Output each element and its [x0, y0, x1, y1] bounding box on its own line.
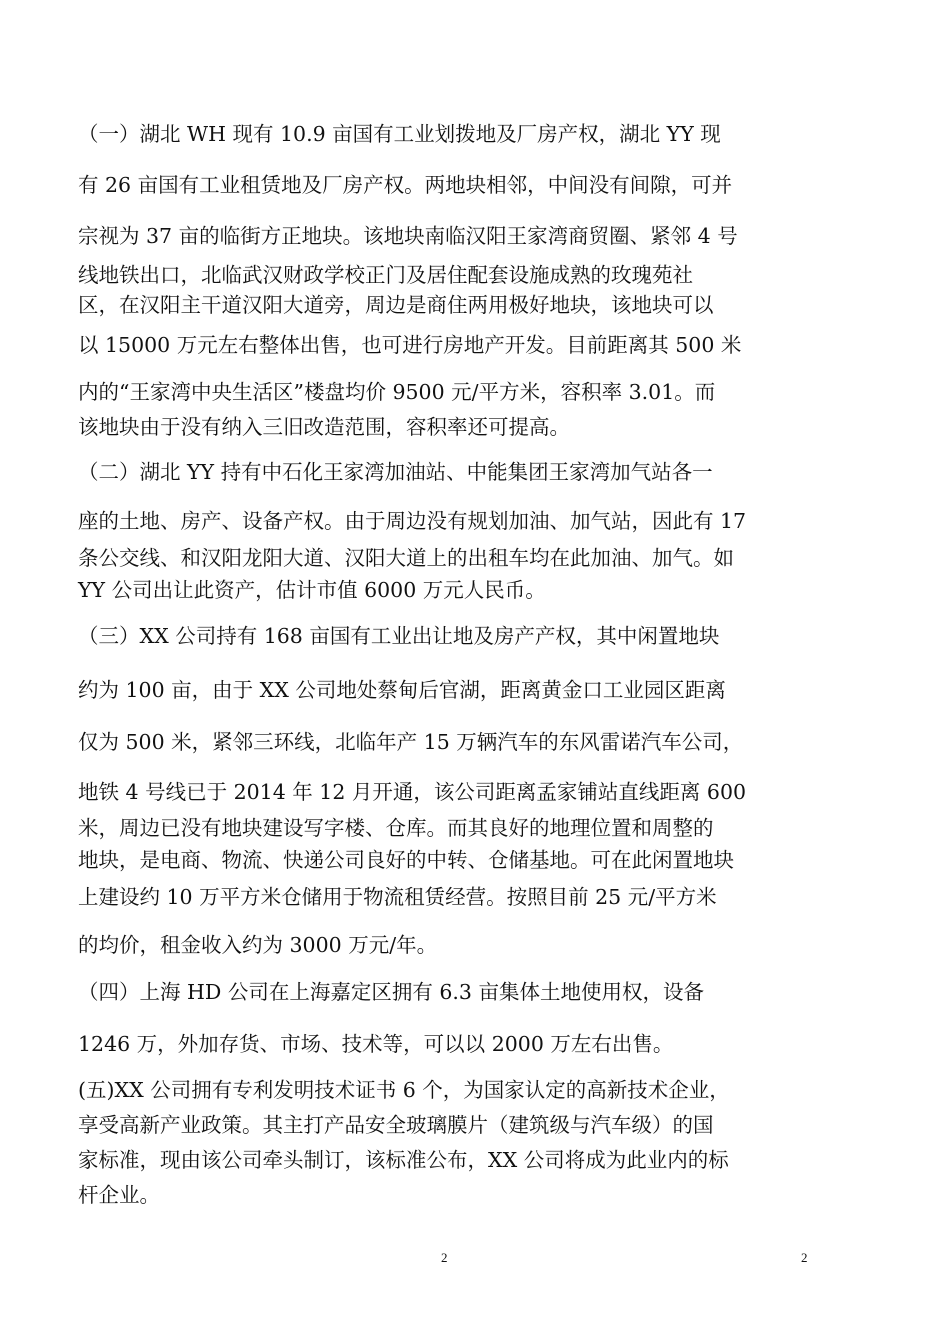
paragraph-3-line-2: 约为 100 亩，由于 XX 公司地处蔡甸后官湖，距离黄金口工业园区距离	[78, 678, 726, 702]
paragraph-2-line-2: 座的土地、房产、设备产权。由于周边没有规划加油、加气站，因此有 17	[78, 509, 747, 533]
paragraph-1-line-7: 内的“王家湾中央生活区”楼盘均价 9500 元/平方米，容积率 3.01。而	[78, 380, 716, 404]
paragraph-3-line-6: 地块，是电商、物流、快递公司良好的中转、仓储基地。可在此闲置地块	[78, 848, 734, 872]
paragraph-1-line-2: 有 26 亩国有工业租赁地及厂房产权。两地块相邻，中间没有间隙，可并	[78, 173, 733, 197]
paragraph-3-line-3: 仅为 500 米，紧邻三环线，北临年产 15 万辆汽车的东风雷诺汽车公司，	[78, 730, 744, 754]
paragraph-3-line-1: （三）XX 公司持有 168 亩国有工业出让地及房产产权，其中闲置地块	[78, 624, 720, 648]
page-number-right: 2	[801, 1250, 808, 1265]
paragraph-2-line-1: （二）湖北 YY 持有中石化王家湾加油站、中能集团王家湾加气站各一	[78, 460, 713, 484]
paragraph-1-line-6: 以 15000 万元左右整体出售，也可进行房地产开发。目前距离其 500 米	[78, 333, 742, 357]
paragraph-3-line-7: 上建设约 10 万平方米仓储用于物流租赁经营。按照目前 25 元/平方米	[78, 885, 717, 909]
paragraph-1-line-4: 线地铁出口，北临武汉财政学校正门及居住配套设施成熟的玫瑰苑社	[78, 263, 693, 287]
paragraph-2-line-3: 条公交线、和汉阳龙阳大道、汉阳大道上的出租车均在此加油、加气。如	[78, 546, 734, 570]
paragraph-5-line-2: 享受高新产业政策。其主打产品安全玻璃膜片（建筑级与汽车级）的国	[78, 1113, 714, 1137]
paragraph-3-line-8: 的均价，租金收入约为 3000 万元/年。	[78, 933, 438, 957]
paragraph-4-line-2: 1246 万，外加存货、市场、技术等，可以以 2000 万左右出售。	[78, 1032, 674, 1056]
paragraph-4-line-1: （四）上海 HD 公司在上海嘉定区拥有 6.3 亩集体土地使用权，设备	[78, 980, 704, 1004]
page-number-center: 2	[441, 1250, 448, 1265]
paragraph-5-line-4: 杆企业。	[78, 1183, 160, 1207]
paragraph-1-line-3: 宗视为 37 亩的临街方正地块。该地块南临汉阳王家湾商贸圈、紧邻 4 号	[78, 224, 738, 248]
paragraph-2-line-4: YY 公司出让此资产，估计市值 6000 万元人民币。	[78, 578, 546, 602]
paragraph-3-line-4: 地铁 4 号线已于 2014 年 12 月开通，该公司距离孟家铺站直线距离 600	[78, 780, 747, 804]
paragraph-1-line-5: 区，在汉阳主干道汉阳大道旁，周边是商住两用极好地块，该地块可以	[78, 293, 714, 317]
paragraph-5-line-1: (五)XX 公司拥有专利发明技术证书 6 个，为国家认定的高新技术企业，	[78, 1078, 730, 1102]
paragraph-1-line-8: 该地块由于没有纳入三旧改造范围，容积率还可提高。	[78, 415, 570, 439]
paragraph-5-line-3: 家标准，现由该公司牵头制订，该标准公布，XX 公司将成为此业内的标	[78, 1148, 729, 1172]
paragraph-1-line-1: （一）湖北 WH 现有 10.9 亩国有工业划拨地及厂房产权，湖北 YY 现	[78, 122, 721, 146]
paragraph-3-line-5: 米，周边已没有地块建设写字楼、仓库。而其良好的地理位置和周整的	[78, 816, 714, 840]
